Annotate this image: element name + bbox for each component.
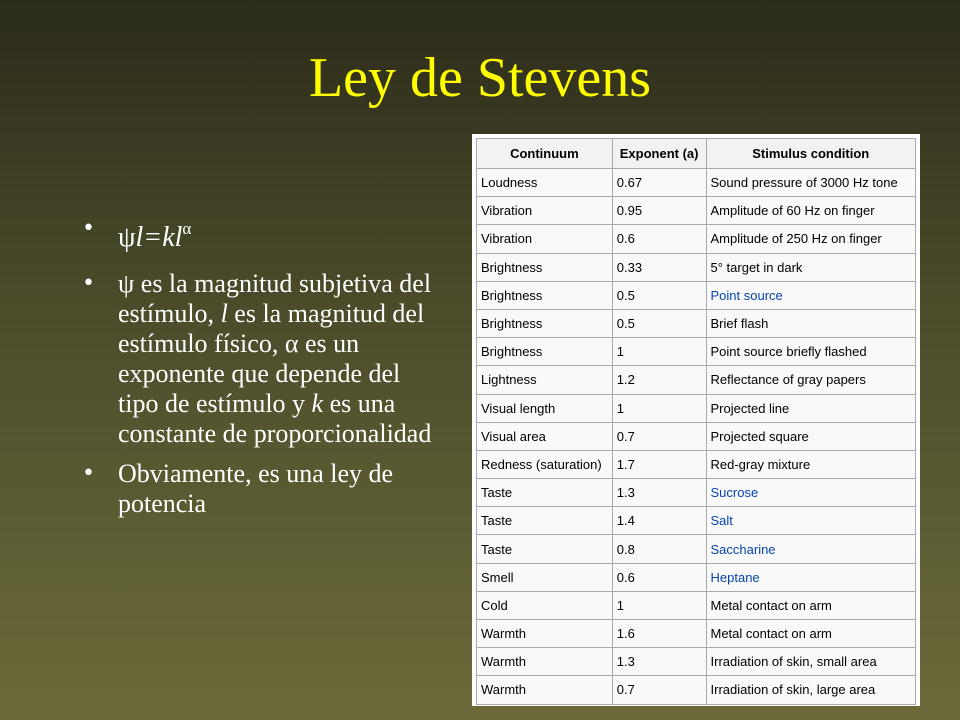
- cell-continuum: Brightness: [477, 338, 613, 366]
- table-row: [477, 225, 916, 253]
- table-row: [477, 394, 916, 422]
- cell-exponent: 0.8: [612, 535, 706, 563]
- cell-exponent: 0.95: [612, 197, 706, 225]
- cell-exponent: 1.3: [612, 648, 706, 676]
- formula-exponent: α: [182, 219, 192, 238]
- bullet-definition: [82, 269, 432, 449]
- bullet-dot-icon: •: [82, 461, 95, 486]
- cell-exponent: 1.6: [612, 620, 706, 648]
- cell-exponent: 1: [612, 394, 706, 422]
- cell-stimulus: Irradiation of skin, large area: [706, 676, 916, 704]
- cell-exponent: 0.33: [612, 253, 706, 281]
- cell-stimulus: Irradiation of skin, small area: [706, 648, 916, 676]
- table-row: [477, 169, 916, 197]
- table-row: [477, 563, 916, 591]
- cell-exponent: 0.6: [612, 225, 706, 253]
- definition-part-b: es la magnitud del estímulo físico, α es un exponente que depende del tipo de estímulo y: [118, 299, 425, 418]
- cell-stimulus: Point source briefly flashed: [706, 338, 916, 366]
- cell-continuum: Brightness: [477, 281, 613, 309]
- cell-exponent: 0.7: [612, 676, 706, 704]
- formula-main: l=kl: [135, 222, 183, 253]
- table-row: [477, 591, 916, 619]
- cell-stimulus: Brief flash: [706, 309, 916, 337]
- cell-stimulus: Reflectance of gray papers: [706, 366, 916, 394]
- stevens-exponent-table: [476, 138, 916, 705]
- cell-exponent: 1: [612, 591, 706, 619]
- cell-exponent: 0.5: [612, 309, 706, 337]
- bullet-formula: [82, 214, 432, 253]
- formula-psi: ψ: [118, 222, 136, 253]
- bullet-dot-icon: •: [82, 271, 95, 296]
- table-header-row: [477, 139, 916, 169]
- cell-exponent: 1.2: [612, 366, 706, 394]
- cell-exponent: 0.67: [612, 169, 706, 197]
- table-row: [477, 422, 916, 450]
- cell-stimulus: Projected line: [706, 394, 916, 422]
- stevens-table-panel: [472, 134, 920, 706]
- bullet-dot-icon: •: [82, 216, 95, 241]
- table-row: [477, 366, 916, 394]
- cell-stimulus-link[interactable]: Saccharine: [706, 535, 916, 563]
- cell-stimulus-link[interactable]: Salt: [706, 507, 916, 535]
- cell-continuum: Warmth: [477, 676, 613, 704]
- definition-part-a: ψ es la magnitud subjetiva del estímulo,: [118, 269, 432, 328]
- definition-part-c: es una constante de proporcionalidad: [118, 389, 432, 448]
- cell-stimulus-link[interactable]: Heptane: [706, 563, 916, 591]
- header-exponent: Exponent (a): [612, 139, 706, 169]
- table-row: [477, 535, 916, 563]
- cell-continuum: Taste: [477, 479, 613, 507]
- cell-continuum: Taste: [477, 507, 613, 535]
- definition-italic-k: k: [311, 389, 324, 418]
- table-body: [477, 169, 916, 705]
- cell-stimulus: Amplitude of 60 Hz on finger: [706, 197, 916, 225]
- cell-continuum: Taste: [477, 535, 613, 563]
- cell-stimulus: Projected square: [706, 422, 916, 450]
- cell-stimulus: Metal contact on arm: [706, 591, 916, 619]
- cell-exponent: 1.7: [612, 450, 706, 478]
- table-row: [477, 338, 916, 366]
- cell-continuum: Warmth: [477, 648, 613, 676]
- cell-stimulus-link[interactable]: Sucrose: [706, 479, 916, 507]
- cell-stimulus: Amplitude of 250 Hz on finger: [706, 225, 916, 253]
- cell-stimulus-link[interactable]: Point source: [706, 281, 916, 309]
- cell-continuum: Vibration: [477, 197, 613, 225]
- cell-continuum: Visual area: [477, 422, 613, 450]
- table-row: [477, 620, 916, 648]
- table-row: [477, 253, 916, 281]
- definition-italic-l: l: [220, 299, 228, 328]
- cell-exponent: 1: [612, 338, 706, 366]
- table-row: [477, 309, 916, 337]
- table-row: [477, 507, 916, 535]
- cell-stimulus: 5° target in dark: [706, 253, 916, 281]
- bullet-list: [82, 214, 432, 529]
- cell-continuum: Smell: [477, 563, 613, 591]
- table-row: [477, 648, 916, 676]
- cell-stimulus: Metal contact on arm: [706, 620, 916, 648]
- conclusion-text: Obviamente, es una ley de potencia: [118, 459, 394, 518]
- cell-continuum: Vibration: [477, 225, 613, 253]
- header-continuum: Continuum: [477, 139, 613, 169]
- cell-stimulus: Red-gray mixture: [706, 450, 916, 478]
- slide-title: Ley de Stevens: [308, 47, 652, 109]
- cell-continuum: Lightness: [477, 366, 613, 394]
- cell-exponent: 0.7: [612, 422, 706, 450]
- table-row: [477, 197, 916, 225]
- table-row: [477, 479, 916, 507]
- table-row: [477, 450, 916, 478]
- cell-continuum: Warmth: [477, 620, 613, 648]
- bullet-conclusion: [82, 459, 432, 519]
- cell-exponent: 1.4: [612, 507, 706, 535]
- cell-continuum: Visual length: [477, 394, 613, 422]
- cell-stimulus: Sound pressure of 3000 Hz tone: [706, 169, 916, 197]
- header-stimulus: Stimulus condition: [706, 139, 916, 169]
- cell-continuum: Cold: [477, 591, 613, 619]
- cell-exponent: 0.6: [612, 563, 706, 591]
- cell-continuum: Brightness: [477, 309, 613, 337]
- table-row: [477, 676, 916, 704]
- cell-continuum: Brightness: [477, 253, 613, 281]
- table-row: [477, 281, 916, 309]
- cell-exponent: 1.3: [612, 479, 706, 507]
- cell-continuum: Redness (saturation): [477, 450, 613, 478]
- cell-exponent: 0.5: [612, 281, 706, 309]
- cell-continuum: Loudness: [477, 169, 613, 197]
